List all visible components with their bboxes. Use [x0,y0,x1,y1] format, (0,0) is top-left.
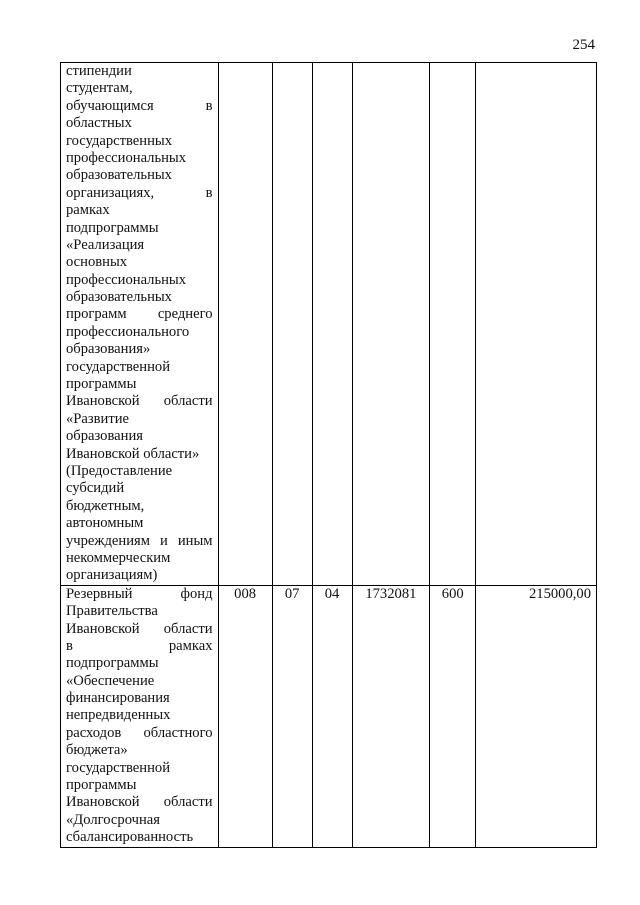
ministry-code-cell [218,63,272,586]
description-line: субсидий [66,480,125,497]
description-line: Правительства [66,603,158,620]
section-code-cell: 07 [272,585,312,847]
description-line: организациях, в [66,184,213,201]
description-cell [61,585,219,847]
section-code-cell [272,63,312,586]
table-row [61,585,597,847]
subsection-code-cell [312,63,352,586]
expense-type-cell [430,63,476,586]
ministry-code-cell: 008 [218,585,272,847]
description-line: образовательных [66,289,172,306]
description-line: областных [66,115,132,132]
description-line: автономным [66,515,144,532]
description-line: (Предоставление [66,462,173,479]
description-line: Ивановской области [66,794,213,811]
description-line: бюджета» [66,742,128,759]
target-article-cell [352,63,430,586]
description-line: подпрограммы [66,655,159,672]
description-line: «Развитие [66,410,130,427]
description-line: бюджетным, [66,497,145,514]
description-line: студентам, [66,80,133,97]
description-line: Ивановской области [66,393,213,410]
description-line: обучающимся в [66,97,213,114]
description-line: финансирования [66,690,170,707]
description-line: основных [66,254,128,271]
description-line: расходов областного [66,724,213,741]
budget-table [60,62,597,848]
description-line: программ среднего [66,306,213,323]
description-line: государственной [66,759,171,776]
description-line: программы [66,376,137,393]
description-line: «Долгосрочная [66,811,160,828]
description-line: профессиональных [66,149,187,166]
description-line: организациям) [66,567,158,584]
target-article-cell: 1732081 [352,585,430,847]
description-line: государственной [66,358,171,375]
description-line: Ивановской области [66,620,213,637]
description-cell [61,63,219,586]
description-line: подпрограммы [66,219,159,236]
description-line: сбалансированность [66,829,194,846]
description-line: Резервный фонд [66,585,213,602]
description-line: некоммерческим [66,549,171,566]
description-line: учреждениям и иным [66,532,213,549]
amount-cell: 215000,00 [476,585,597,847]
description-line: рамках [66,202,110,219]
expense-type-cell: 600 [430,585,476,847]
description-line: «Обеспечение [66,672,155,689]
description-line: стипендии [66,63,132,79]
table-row [61,63,597,586]
page-number: 254 [572,37,595,53]
description-line: профессиональных [66,271,187,288]
description-line: государственных [66,132,173,149]
description-line: образования» [66,341,151,358]
description-line: «Реализация [66,236,145,253]
subsection-code-cell: 04 [312,585,352,847]
description-line: профессионального [66,323,190,340]
description-line: образовательных [66,167,172,184]
description-line: в рамках [66,637,213,654]
description-line: непредвиденных [66,707,171,724]
description-line: программы [66,777,137,794]
description-line: Ивановской области» [66,445,200,462]
amount-cell [476,63,597,586]
description-line: образования [66,428,143,445]
